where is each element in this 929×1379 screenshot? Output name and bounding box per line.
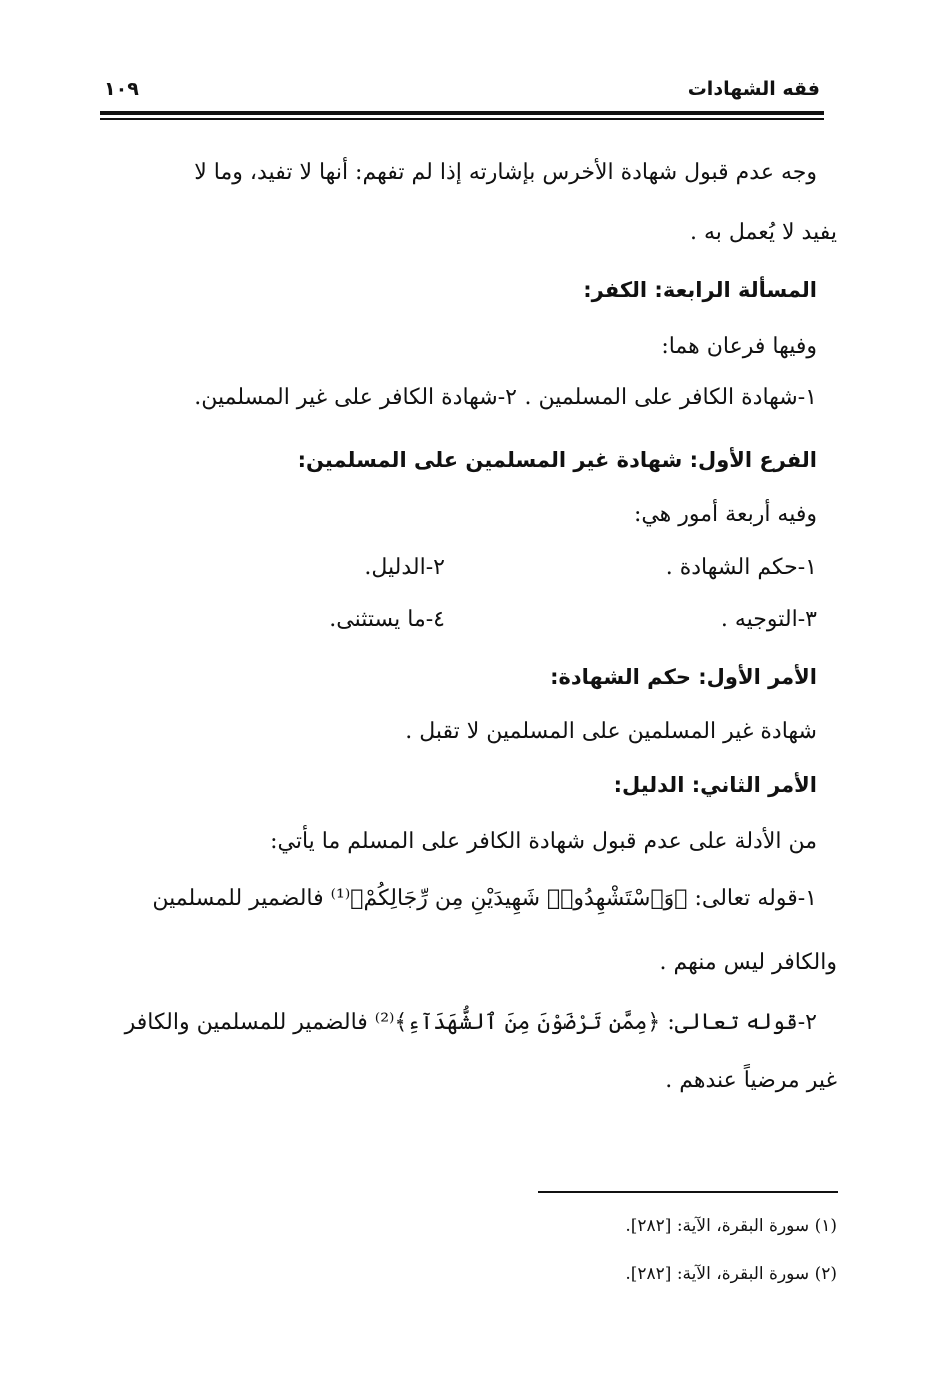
list-item: ٤-ما يستثنى. <box>329 607 445 632</box>
subsection-heading: الأمر الأول: حكم الشهادة: <box>550 665 817 689</box>
paragraph-line: وفيها فرعان هما: <box>661 334 817 359</box>
paragraph-line: ١-قوله تعالى: ﴿وَٱسْتَشْهِدُوا۟ شَهِيدَيْنِ مِن رِّجَالِكُمْ﴾⁽¹⁾ فالضمير للمسلمين <box>152 886 817 911</box>
header-rule-thick <box>100 111 824 115</box>
paragraph-line: من الأدلة على عدم قبول شهادة الكافر على المسلم ما يأتي: <box>270 829 817 854</box>
paragraph-line: والكافر ليس منهم . <box>659 950 837 975</box>
paragraph-line: شهادة غير المسلمين على المسلمين لا تقبل . <box>405 719 817 744</box>
paragraph-line: وجه عدم قبول شهادة الأخرس بإشارته إذا لم تفهم: أنها لا تفيد، وما لا <box>194 160 817 185</box>
footnote: (١) سورة البقرة، الآية: [٢٨٢]. <box>625 1216 837 1236</box>
paragraph-line: يفيد لا يُعمل به . <box>690 220 837 245</box>
footnote-separator <box>538 1191 838 1193</box>
page-number: ١٠٩ <box>104 78 139 100</box>
running-title: فقه الشهادات <box>687 78 820 100</box>
list-item: ٣-التوجيه . <box>720 607 817 632</box>
subsection-heading: الأمر الثاني: الدليل: <box>613 773 817 797</box>
paragraph-line: ٢-قوله تعالى: ﴿مِمَّن تَرْضَوْنَ مِنَ ٱلشُّهَدَآءِ﴾⁽²⁾ فالضمير للمسلمين والكافر <box>124 1010 817 1035</box>
header-rule-thin <box>100 118 824 120</box>
list-item: ١-حكم الشهادة . <box>665 555 817 580</box>
list-item: ١-شهادة الكافر على المسلمين . <box>524 385 817 410</box>
paragraph-line: وفيه أربعة أمور هي: <box>633 502 817 527</box>
footnote: (٢) سورة البقرة، الآية: [٢٨٢]. <box>625 1264 837 1284</box>
paragraph-line: غير مرضياً عندهم . <box>665 1068 837 1093</box>
list-item: ٢-شهادة الكافر على غير المسلمين. <box>194 385 517 410</box>
section-heading: المسألة الرابعة: الكفر: <box>583 278 817 302</box>
running-header <box>100 76 824 106</box>
subsection-heading: الفرع الأول: شهادة غير المسلمين على المسلمين: <box>297 448 817 472</box>
list-item: ٢-الدليل. <box>364 555 445 580</box>
